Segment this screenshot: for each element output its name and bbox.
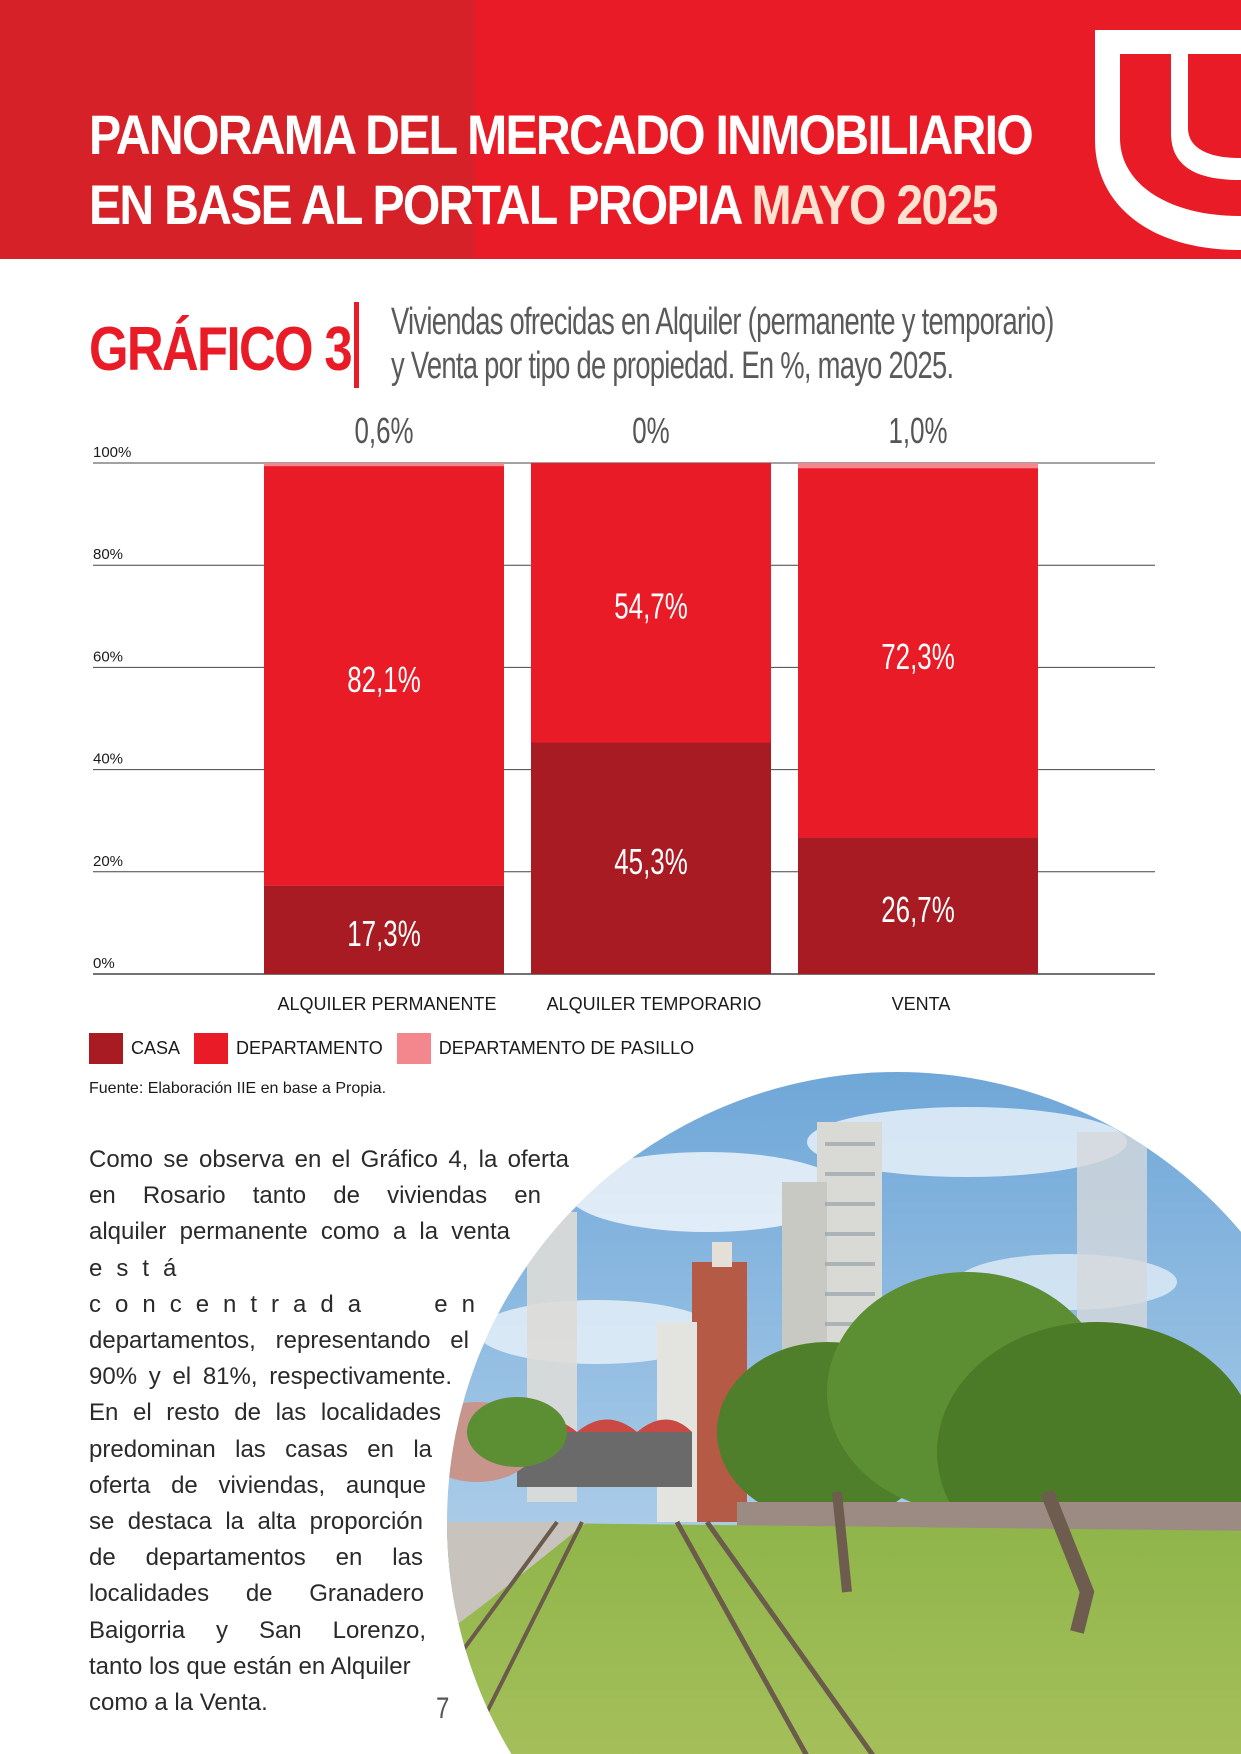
body-line: Baigorria y San Lorenzo, [89, 1616, 426, 1644]
legend-label-departamento-pasillo: DEPARTAMENTO DE PASILLO [438, 1037, 695, 1058]
y-tick-label: 0% [93, 955, 115, 972]
legend-item-departamento-pasillo [397, 1033, 694, 1064]
data-label: 26,7% [881, 889, 955, 930]
header-banner [0, 0, 1241, 259]
chart-source: Fuente: Elaboración IIE en base a Propia. [89, 1080, 387, 1097]
x-tick-label: ALQUILER TEMPORARIO [546, 994, 762, 1014]
legend-swatch-departamento-pasillo [397, 1033, 431, 1064]
data-label: 17,3% [347, 913, 421, 954]
bar-segment [798, 463, 1038, 468]
brand-logo-icon [1090, 20, 1241, 250]
legend-label-departamento: DEPARTAMENTO [236, 1037, 383, 1058]
body-line: Como se observa en el Gráfico 4, la oferta [89, 1146, 569, 1173]
chart-number: GRÁFICO 3 [89, 315, 352, 384]
legend-label-casa: CASA [131, 1037, 181, 1058]
data-label: 72,3% [881, 636, 955, 677]
title-line-2-text: EN BASE AL PORTAL PROPIA [89, 173, 740, 236]
legend-swatch-departamento [194, 1033, 228, 1064]
page-title [89, 100, 1032, 240]
title-date: MAYO 2025 [751, 173, 997, 236]
stacked-bar-chart [0, 400, 1241, 1020]
data-label: 82,1% [347, 659, 421, 700]
x-tick-label: ALQUILER PERMANENTE [277, 994, 497, 1014]
chart-description-line-1: Viviendas ofrecidas en Alquiler (permanente y temporario) [391, 301, 1054, 343]
y-tick-label: 20% [93, 852, 124, 870]
body-line: como a la Venta. [89, 1689, 268, 1717]
chart-heading [89, 300, 1189, 390]
body-line: de departamentos en las [89, 1544, 423, 1572]
data-label: 0% [632, 410, 670, 452]
x-tick-label: VENTA [891, 994, 951, 1014]
title-line-2 [89, 170, 1032, 240]
chart-description-line-2: y Venta por tipo de propiedad. En %, mayo 2025. [391, 345, 954, 387]
title-line-1: PANORAMA DEL MERCADO INMOBILIARIO [89, 103, 1032, 166]
chart-svg [0, 400, 1241, 1020]
data-label: 45,3% [614, 842, 688, 883]
body-line: localidades de Granadero [89, 1580, 424, 1608]
chart-description [391, 300, 1054, 388]
body-line: predominan las casas en la [89, 1435, 432, 1463]
data-label: 0,6% [354, 410, 414, 452]
legend-item-departamento [194, 1033, 383, 1064]
body-line: departamentos, representando el [89, 1327, 469, 1355]
bar-segment [264, 463, 504, 466]
body-paragraph [89, 1142, 569, 1721]
body-line: está concentrada en [89, 1254, 489, 1318]
data-label: 1,0% [888, 410, 948, 452]
legend-swatch-casa [89, 1033, 123, 1064]
y-tick-label: 80% [93, 546, 124, 564]
y-tick-label: 40% [93, 750, 124, 768]
body-line: se destaca la alta proporción [89, 1508, 423, 1536]
page-number: 7 [436, 1692, 450, 1725]
body-line: tanto los que están en Alquiler [89, 1652, 411, 1680]
y-tick-label: 100% [93, 444, 132, 461]
y-tick-label: 60% [93, 648, 124, 666]
heading-separator [354, 302, 359, 388]
body-line: en Rosario tanto de viviendas en [89, 1182, 541, 1210]
chart-legend [89, 1032, 708, 1064]
body-line: En el resto de las localidades [89, 1399, 441, 1427]
legend-item-casa [89, 1033, 180, 1064]
body-line: 90% y el 81%, respectivamente. [89, 1363, 452, 1391]
body-line: oferta de viviendas, aunque [89, 1471, 426, 1499]
body-line: alquiler permanente como a la venta [89, 1218, 510, 1246]
data-label: 54,7% [614, 586, 688, 627]
